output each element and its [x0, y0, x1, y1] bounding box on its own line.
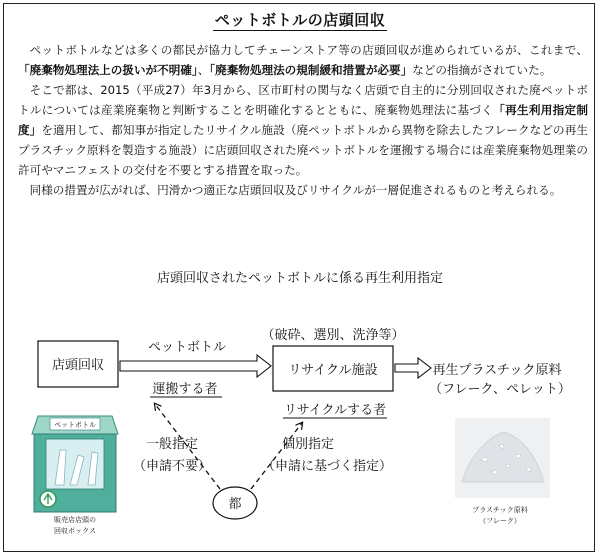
paragraph-text: などの指摘がされていた。 [412, 63, 552, 77]
recycler-label: リサイクルする者 [283, 403, 387, 418]
flake-caption-line2: （フレーク） [479, 517, 521, 525]
body-text [18, 40, 588, 200]
node-store-label: 店頭回収 [51, 358, 105, 373]
highlighted-phrase: 「廃棄物処理法上の扱いが不明確」 [18, 63, 198, 77]
collection-box-illustration [32, 416, 118, 535]
general-note-label: （申請不要） [132, 459, 212, 474]
body-paragraph [18, 40, 588, 80]
box-caption-line1: 販売店店頭の [54, 516, 96, 524]
facility-process-label: （破砕、選別、洗浄等） [261, 328, 405, 343]
arrow-label-petbottle: ペットボトル [147, 340, 227, 355]
individual-note-label: （申請に基づく指定） [261, 459, 393, 474]
arrow-facility-to-output [395, 358, 431, 378]
paragraph-text: を適用して、都知事が指定したリサイクル施設（廃ペットボトルから異物を除去したフレークなどの再生プラスチック原料を製造する施設）に店頭回収された廃ペットボトルを運搬する場合には産業廃棄物処理業の許可やマニフェストの交付を不要とする措置を取った。 [18, 123, 588, 177]
highlighted-phrase: 「廃棄物処理法の規制緩和措置が必要」 [209, 63, 413, 77]
node-tokyo-label: 都 [228, 497, 242, 512]
carrier-label: 運搬する者 [152, 382, 218, 397]
paragraph-text: 同様の措置が広がれば、円滑かつ適正な店頭回収及びリサイクルが一層促進されるものと考えられる。 [29, 183, 562, 197]
title-text: ペットボトルの店頭回収 [214, 11, 386, 29]
highlighted-phrase: 「再生利用指定制度」 [18, 103, 588, 137]
recycling-designation-diagram [0, 260, 600, 550]
diagram-title: 店頭回収されたペットボトルに係る再生利用指定 [156, 271, 444, 286]
flake-caption-line1: プラスチック原料 [472, 506, 528, 514]
document-title [0, 9, 600, 30]
body-paragraph [18, 180, 588, 200]
paragraph-text: 、 [197, 63, 210, 77]
paragraph-text: ペットボトルなどは多くの都民が協力してチェーンストア等の店頭回収が進められているが、これまで、 [29, 43, 588, 57]
arrow-store-to-facility [120, 355, 271, 377]
paragraph-text: そこで都は、2015（平成27）年3月から、区市町村の関与なく店頭で自主的に分別回収された廃ペットボトルについては産業廃棄物と判断することを明確化するとともに、廃棄物処理法に基づく [18, 83, 588, 117]
general-designation-label: 一般指定 [145, 437, 199, 452]
node-facility-label: リサイクル施設 [288, 363, 378, 378]
output-label: 再生プラスチック原料 [432, 363, 562, 378]
dashed-arrow-individual [251, 423, 302, 489]
body-paragraph [18, 80, 588, 180]
box-caption-line2: 回収ボックス [54, 527, 96, 535]
output-sub-label: （フレーク、ペレット） [429, 382, 571, 397]
individual-designation-label: 個別指定 [281, 437, 335, 452]
plastic-flake-photo [455, 418, 550, 525]
collection-box-label: ペットボトル [54, 421, 96, 429]
